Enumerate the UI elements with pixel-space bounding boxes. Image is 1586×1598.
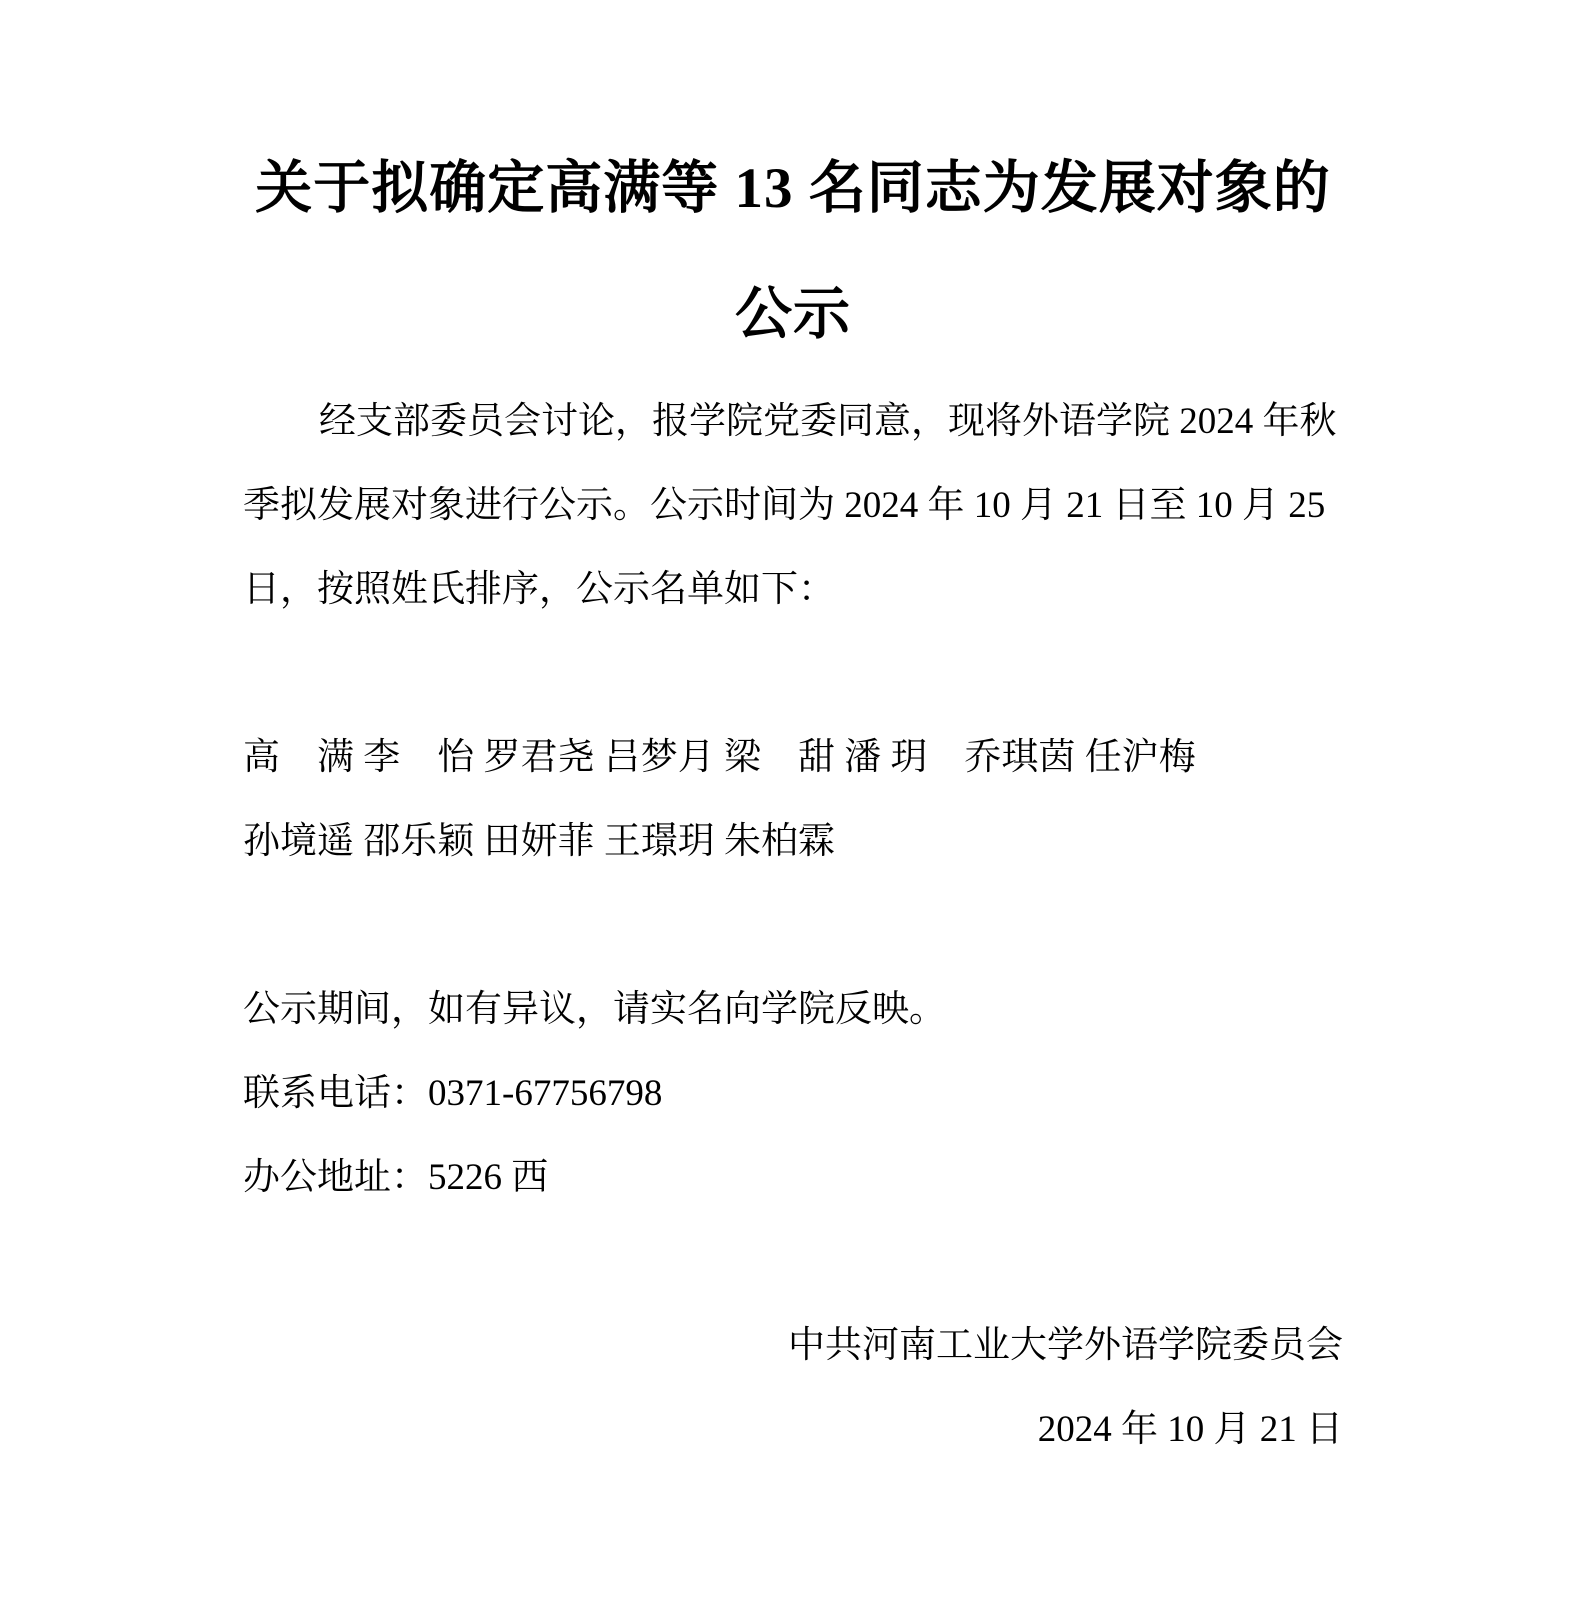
signature-section (243, 1304, 1343, 1472)
office-address: 办公地址：5226 西 (243, 1157, 549, 1198)
candidate-name-list (243, 716, 1343, 884)
intro-line-1: 经支部委员会讨论，报学院党委同意，现将外语学院 2024 年秋 (319, 401, 1337, 442)
document-title (243, 126, 1343, 378)
contact-section (243, 968, 1343, 1220)
names-line-2: 孙境遥 邵乐颖 田妍菲 王璟玥 朱柏霖 (243, 821, 835, 862)
objection-notice: 公示期间，如有异议，请实名向学院反映。 (243, 989, 946, 1030)
contact-phone: 联系电话：0371-67756798 (243, 1073, 663, 1114)
intro-line-2: 季拟发展对象进行公示。公示时间为 2024 年 10 月 21 日至 10 月 25 (243, 485, 1326, 526)
names-line-1: 高 满 李 怡 罗君尧 吕梦月 梁 甜 潘 玥 乔琪茵 任沪梅 (243, 737, 1196, 778)
signature-date: 2024 年 10 月 21 日 (1037, 1409, 1343, 1450)
title-line-2: 公示 (735, 283, 851, 346)
title-line-1: 关于拟确定高满等 13 名同志为发展对象的 (255, 157, 1331, 220)
intro-line-3: 日，按照姓氏排序，公示名单如下： (243, 569, 835, 610)
intro-paragraph (243, 380, 1343, 632)
committee-name: 中共河南工业大学外语学院委员会 (788, 1325, 1343, 1366)
